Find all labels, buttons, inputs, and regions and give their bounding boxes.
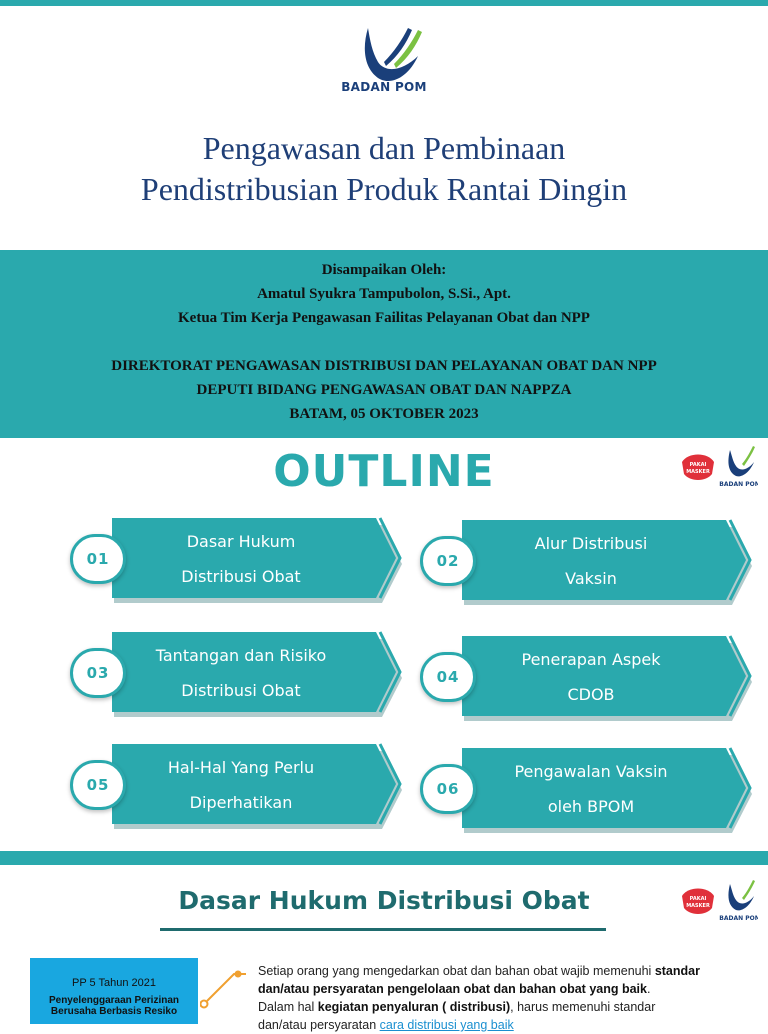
- svg-text:BADAN POM: BADAN POM: [719, 915, 758, 922]
- regulation-subtitle-2: Berusaha Berbasis Resiko: [50, 1006, 178, 1017]
- outline-item-label: [476, 746, 706, 832]
- svg-text:MASKER: MASKER: [686, 903, 710, 909]
- title-line-2: Pendistribusian Produk Rantai Dingin: [140, 171, 628, 207]
- mask-badge-logo: [678, 444, 758, 488]
- svg-text:PAKAI: PAKAI: [689, 896, 707, 902]
- logo-word-pom: POM: [394, 80, 427, 94]
- directorate-name: DIREKTORAT PENGAWASAN DISTRIBUSI DAN PELAYANAN OBAT DAN NPP: [111, 358, 657, 374]
- paragraph-text: , harus memenuhi standar: [510, 1000, 656, 1014]
- label-line-2: Diperhatikan: [189, 793, 293, 812]
- outline-heading: OUTLINE: [273, 446, 495, 497]
- label-line-2: Vaksin: [565, 569, 617, 588]
- label-line-1: Penerapan Aspek: [521, 650, 661, 669]
- regulation-subtitle-1: Penyelenggaraan Perizinan: [48, 995, 180, 1006]
- regulation-box: [30, 958, 198, 1024]
- label-line-2: oleh BPOM: [547, 797, 635, 816]
- place-date: BATAM, 05 OKTOBER 2023: [289, 406, 479, 422]
- presenter-info: [0, 258, 768, 426]
- legal-basis-paragraph: [258, 962, 758, 1034]
- mask-badge-logo: [678, 878, 758, 922]
- svg-text:MASKER: MASKER: [686, 469, 710, 475]
- paragraph-text: Dalam hal: [258, 1000, 318, 1014]
- paragraph-link[interactable]: cara distribusi yang baik: [379, 1018, 514, 1032]
- connector-line-icon: [200, 964, 254, 1014]
- title-line-1: Pengawasan dan Pembinaan: [202, 130, 566, 166]
- outline-item-label: [126, 516, 356, 602]
- legal-basis-heading: Dasar Hukum Distribusi Obat: [178, 886, 590, 915]
- slide-separator: [0, 851, 768, 865]
- svg-text:BADAN POM: BADAN POM: [719, 481, 758, 488]
- label-line-2: Distribusi Obat: [181, 567, 301, 586]
- outline-item-label: [476, 634, 706, 720]
- logo-word-badan: BADAN: [341, 80, 391, 94]
- outline-number-badge: 04: [420, 652, 476, 702]
- outline-number-badge: 02: [420, 536, 476, 586]
- label-line-1: Alur Distribusi: [534, 534, 648, 553]
- label-line-1: Hal-Hal Yang Perlu: [167, 758, 315, 777]
- label-line-2: CDOB: [567, 685, 615, 704]
- heading-underline: [160, 928, 606, 931]
- outline-number-badge: 05: [70, 760, 126, 810]
- badan-pom-wordmark: [330, 80, 438, 94]
- paragraph-bold: dan/atau persyaratan pengelolaan obat dan bahan obat yang baik: [258, 982, 647, 996]
- paragraph-text: Setiap orang yang mengedarkan obat dan bahan obat wajib memenuhi: [258, 964, 655, 978]
- outline-item-label: [476, 518, 706, 604]
- outline-item-label: [126, 630, 356, 716]
- paragraph-bold: kegiatan penyaluran ( distribusi): [317, 1000, 511, 1014]
- label-line-1: Dasar Hukum: [186, 532, 296, 551]
- presenter-name: Amatul Syukra Tampubolon, S.Si., Apt.: [257, 286, 511, 302]
- presented-by-label: Disampaikan Oleh:: [321, 262, 447, 278]
- deputy-name: DEPUTI BIDANG PENGAWASAN OBAT DAN NAPPZA: [196, 382, 572, 398]
- outline-item-label: [126, 742, 356, 828]
- outline-number-badge: 01: [70, 534, 126, 584]
- paragraph-bold: standar: [654, 964, 700, 978]
- label-line-2: Distribusi Obat: [181, 681, 301, 700]
- label-line-1: Tantangan dan Risiko: [155, 646, 327, 665]
- label-line-1: Pengawalan Vaksin: [514, 762, 668, 781]
- top-accent-bar: [0, 0, 768, 6]
- regulation-name: PP 5 Tahun 2021: [71, 977, 156, 989]
- outline-number-badge: 03: [70, 648, 126, 698]
- presentation-title: [20, 128, 748, 210]
- presenter-role: Ketua Tim Kerja Pengawasan Failitas Pelayanan Obat dan NPP: [178, 310, 590, 326]
- paragraph-text: .: [646, 982, 651, 996]
- paragraph-text: dan/atau persyaratan: [258, 1018, 380, 1032]
- outline-number-badge: 06: [420, 764, 476, 814]
- svg-text:PAKAI: PAKAI: [689, 462, 707, 468]
